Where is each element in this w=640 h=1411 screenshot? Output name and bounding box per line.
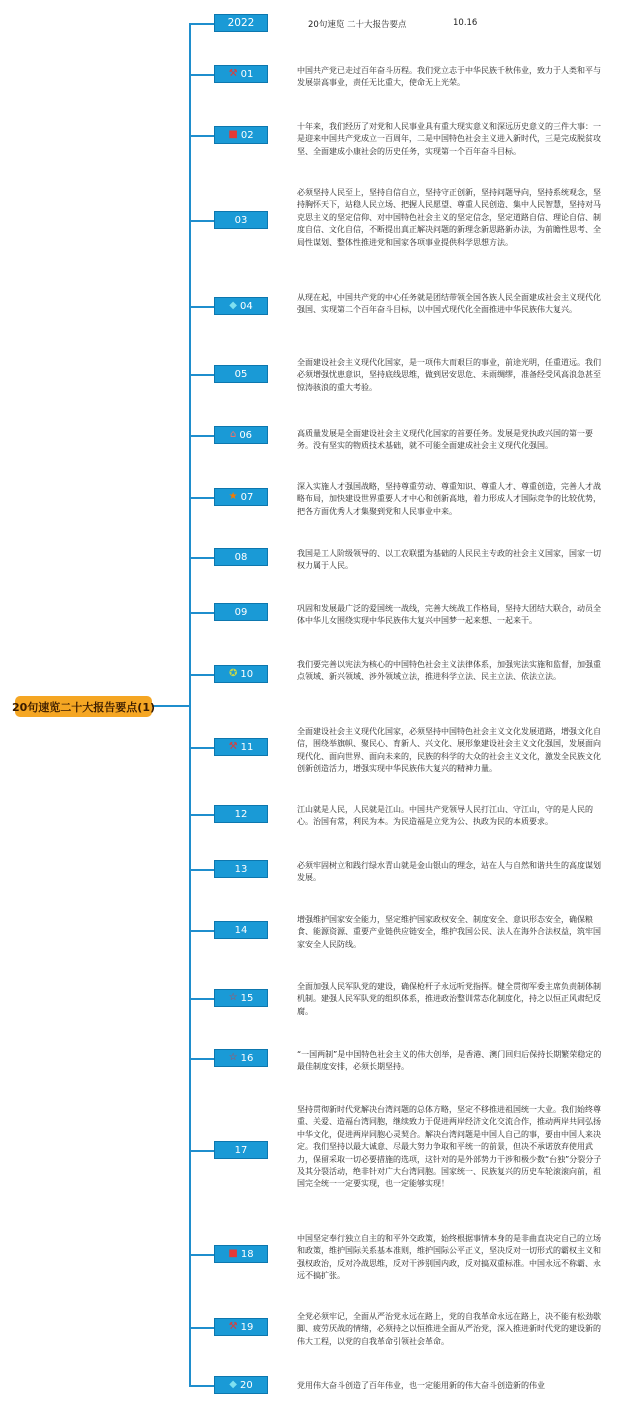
topic-text-20: 党用伟大奋斗创造了百年伟业，也一定能用新的伟大奋斗创造新的伟业 <box>297 1381 545 1390</box>
branch-connector <box>189 435 214 437</box>
topic-text-01: 中国共产党已走过百年奋斗历程。我们党立志于中华民族千秋伟业，致力于人类和平与发展崇高事业，责任无比重大，使命无上光荣。 <box>297 66 601 88</box>
topic-number: 03 <box>234 214 248 226</box>
topic-node-12[interactable] <box>214 805 268 823</box>
topic-node-10[interactable] <box>214 665 268 683</box>
branch-connector <box>189 747 214 749</box>
topic-number: 04 <box>239 300 253 312</box>
topic-node-11[interactable] <box>214 738 268 756</box>
branch-connector-year <box>189 23 214 25</box>
header-title: 20句速览 二十大报告要点 <box>308 20 407 30</box>
topic-node-06[interactable] <box>214 426 268 444</box>
topic-number: 15 <box>240 992 254 1004</box>
branch-connector <box>189 1058 214 1060</box>
star-icon: ★ <box>228 491 238 502</box>
star-outline-icon: ☆ <box>228 1052 238 1063</box>
topic-text-11: 全面建设社会主义现代化国家，必须坚持中国特色社会主义文化发展道路，增强文化自信，围绕举旗帜、聚民心、育新人、兴文化、展形象建设社会主义文化强国，发展面向现代化、面向世界、面向未来的，民族的科学的大众的社会主义文化，激发全民族文化创新创造活力，增强实现中华民族伟大复兴的精神力量。 <box>297 727 601 774</box>
header-date: 10.16 <box>453 18 478 28</box>
branch-connector <box>189 1150 214 1152</box>
topic-text-03: 必须坚持人民至上，坚持自信自立，坚持守正创新，坚持问题导向，坚持系统观念，坚持胸怀天下，站稳人民立场、把握人民愿望、尊重人民创造、集中人民智慧，坚持对马克思主义的坚定信仰、对中国特色社会主义的坚定信念，坚定道路自信、理论自信、制度自信、文化自信，不断提出真正解决问题的新理念新思路新办法，为前瞻性思考、全局性谋划、整体性推进党和国家各项事业提供科学思想方法。 <box>297 188 601 247</box>
hammer-sickle-icon: ⚒ <box>228 741 238 752</box>
topic-text-19: 全党必须牢记，全面从严治党永远在路上，党的自我革命永远在路上，决不能有松劲歇脚、疲劳厌战的情绪，必须持之以恒推进全面从严治党，深入推进新时代党的建设新的伟大工程，以党的自我革命引领社会革命。 <box>297 1312 601 1346</box>
branch-connector <box>189 930 214 932</box>
branch-connector <box>189 374 214 376</box>
branch-connector <box>189 998 214 1000</box>
topic-number: 02 <box>240 129 254 141</box>
branch-connector <box>189 497 214 499</box>
topic-node-20[interactable] <box>214 1376 268 1394</box>
topic-number: 01 <box>240 68 254 80</box>
topic-text-07: 深入实施人才强国战略，坚持尊重劳动、尊重知识、尊重人才、尊重创造，完善人才战略布局，加快建设世界重要人才中心和创新高地，着力形成人才国际竞争的比较优势，把各方面优秀人才集聚到党和人民事业中来。 <box>297 482 601 516</box>
topic-node-05[interactable] <box>214 365 268 383</box>
topic-text-04: 从现在起，中国共产党的中心任务就是团结带领全国各族人民全面建成社会主义现代化强国、实现第二个百年奋斗目标，以中国式现代化全面推进中华民族伟大复兴。 <box>297 293 601 315</box>
topic-number: 18 <box>240 1248 254 1260</box>
root-connector <box>152 705 190 707</box>
topic-node-04[interactable] <box>214 297 268 315</box>
branch-connector <box>189 1254 214 1256</box>
topic-number: 08 <box>234 551 248 563</box>
topic-text-02: 十年来，我们经历了对党和人民事业具有重大现实意义和深远历史意义的三件大事：一是迎来中国共产党成立一百周年，二是中国特色社会主义进入新时代，三是完成脱贫攻坚、全面建成小康社会的历史任务，实现第一个百年奋斗目标。 <box>297 122 601 156</box>
topic-node-14[interactable] <box>214 921 268 939</box>
medal-icon: ✪ <box>228 668 238 679</box>
topic-node-15[interactable] <box>214 989 268 1007</box>
topic-text-16: “一国两制”是中国特色社会主义的伟大创举，是香港、澳门回归后保持长期繁荣稳定的最佳制度安排，必须长期坚持。 <box>297 1050 602 1072</box>
diamond-icon: ◆ <box>229 300 237 311</box>
red-flag-icon: ■ <box>228 1248 238 1259</box>
topic-number: 07 <box>240 491 254 503</box>
topic-number: 16 <box>240 1052 254 1064</box>
red-flag-icon: ■ <box>228 129 238 140</box>
branch-connector <box>189 1385 214 1387</box>
topic-node-18[interactable] <box>214 1245 268 1263</box>
year-label: 2022 <box>227 17 255 29</box>
topic-number: 12 <box>234 808 248 820</box>
topic-text-15: 全面加强人民军队党的建设，确保枪杆子永远听党指挥。健全贯彻军委主席负责制体制机制。建强人民军队党的组织体系，推进政治整训常态化制度化，持之以恒正风肃纪反腐。 <box>297 982 601 1016</box>
branch-connector <box>189 869 214 871</box>
topic-node-17[interactable] <box>214 1141 268 1159</box>
hammer-sickle-icon: ⚒ <box>228 1321 238 1332</box>
topic-node-02[interactable] <box>214 126 268 144</box>
branch-connector <box>189 814 214 816</box>
root-label: 20句速览二十大报告要点(1) <box>12 700 156 714</box>
branch-connector <box>189 612 214 614</box>
topic-text-05: 全面建设社会主义现代化国家，是一项伟大而艰巨的事业，前途光明，任重道远。我们必须增强忧患意识，坚持底线思维，做到居安思危、未雨绸缪，准备经受风高浪急甚至惊涛骇浪的重大考验。 <box>297 358 601 392</box>
topic-number: 09 <box>234 606 248 618</box>
branch-connector <box>189 1327 214 1329</box>
branch-connector <box>189 557 214 559</box>
topic-text-06: 高质量发展是全面建设社会主义现代化国家的首要任务。发展是党执政兴国的第一要务。没有坚实的物质技术基础，就不可能全面建成社会主义现代化强国。 <box>297 429 593 451</box>
topic-number: 13 <box>234 863 248 875</box>
topic-text-17: 坚持贯彻新时代党解决台湾问题的总体方略，坚定不移推进祖国统一大业。我们始终尊重、关爱、造福台湾同胞，继续致力于促进两岸经济文化交流合作，推动两岸共同弘扬中华文化，促进两岸同胞心灵契合。解决台湾问题是中国人自己的事，要由中国人来决定。我们坚持以最大诚意、尽最大努力争取和平统一的前景，但决不承诺放弃使用武力，保留采取一切必要措施的选项，这针对的是外部势力干涉和极少数“台独”分裂分子及其分裂活动，绝非针对广大台湾同胞。国家统一、民族复兴的历史车轮滚滚向前，祖国完全统一一定要实现，也一定能够实现！ <box>297 1105 602 1189</box>
topic-node-08[interactable] <box>214 548 268 566</box>
topic-text-09: 巩固和发展最广泛的爱国统一战线，完善大统战工作格局，坚持大团结大联合，动员全体中华儿女围绕实现中华民族伟大复兴中国梦一起来想、一起来干。 <box>297 604 601 626</box>
hammer-sickle-icon: ⚒ <box>228 68 238 79</box>
topic-text-08: 我国是工人阶级领导的、以工农联盟为基础的人民民主专政的社会主义国家，国家一切权力属于人民。 <box>297 549 601 571</box>
topic-text-10: 我们要完善以宪法为核心的中国特色社会主义法律体系，加强宪法实施和监督，加强重点领域、新兴领域、涉外领域立法，推进科学立法、民主立法、依法立法。 <box>297 660 601 682</box>
topic-text-18: 中国坚定奉行独立自主的和平外交政策，始终根据事情本身的是非曲直决定自己的立场和政策，维护国际关系基本准则，维护国际公平正义，坚决反对一切形式的霸权主义和强权政治，反对冷战思维，反对干涉别国内政，反对搞双重标准。中国永远不称霸、永远不搞扩张。 <box>297 1234 601 1281</box>
topic-number: 14 <box>234 924 248 936</box>
branch-connector <box>189 135 214 137</box>
star-outline-icon: ☆ <box>228 992 238 1003</box>
topic-text-13: 必须牢固树立和践行绿水青山就是金山银山的理念，站在人与自然和谐共生的高度谋划发展。 <box>297 861 601 883</box>
topic-number: 19 <box>240 1321 254 1333</box>
home-icon: ⌂ <box>229 429 237 440</box>
topic-text-12: 江山就是人民，人民就是江山。中国共产党领导人民打江山、守江山，守的是人民的心。治国有常，利民为本。为民造福是立党为公、执政为民的本质要求。 <box>297 805 593 827</box>
branch-connector <box>189 74 214 76</box>
topic-node-09[interactable] <box>214 603 268 621</box>
topic-node-19[interactable] <box>214 1318 268 1336</box>
year-node[interactable] <box>214 14 268 32</box>
branch-connector <box>189 306 214 308</box>
spine-connector <box>189 23 191 1385</box>
topic-node-07[interactable] <box>214 488 268 506</box>
topic-number: 06 <box>239 429 253 441</box>
topic-number: 11 <box>240 741 254 753</box>
root-node[interactable] <box>12 696 156 717</box>
topic-node-01[interactable] <box>214 65 268 83</box>
diamond-icon: ◆ <box>229 1379 237 1390</box>
topic-node-03[interactable] <box>214 211 268 229</box>
topic-node-13[interactable] <box>214 860 268 878</box>
topic-text-14: 增强维护国家安全能力，坚定维护国家政权安全、制度安全、意识形态安全，确保粮食、能源资源、重要产业链供应链安全，维护我国公民、法人在海外合法权益，筑牢国家安全人民防线。 <box>297 915 601 949</box>
topic-number: 10 <box>240 668 254 680</box>
topic-node-16[interactable] <box>214 1049 268 1067</box>
topic-number: 20 <box>239 1379 253 1391</box>
topic-number: 17 <box>234 1144 248 1156</box>
topic-number: 05 <box>234 368 248 380</box>
branch-connector <box>189 674 214 676</box>
branch-connector <box>189 220 214 222</box>
